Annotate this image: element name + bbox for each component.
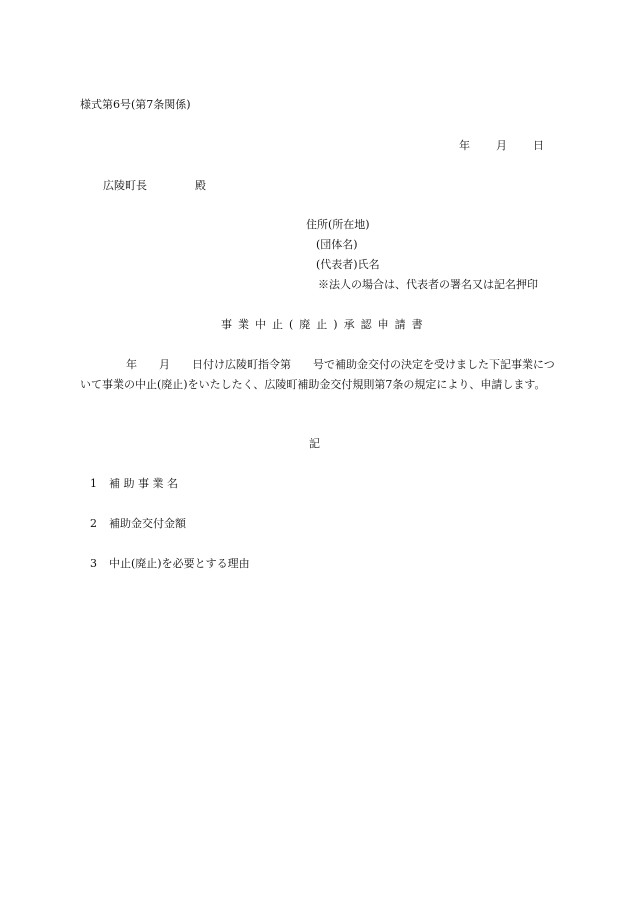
form-number: 様式第6号(第7条関係) [80, 98, 191, 111]
date-line [459, 140, 544, 151]
date-year: 年 [459, 139, 470, 152]
item-number: 2 [90, 517, 97, 530]
item-number: 1 [90, 477, 97, 490]
item-label: 補 助 事 業 名 [109, 477, 178, 490]
group-label: (団体名) [316, 238, 358, 251]
list-item-2 [90, 518, 186, 529]
body-phrase2: 号で補助金交付の決定を受けました下記事業について事業の中止(廃止)をいたしたく、広陵町補助金交付規則第7条の規定により、申請します。 [80, 358, 555, 391]
item-label: 補助金交付金額 [109, 517, 186, 530]
item-label: 中止(廃止)を必要とする理由 [109, 557, 250, 570]
representative-label: (代表者)氏名 [316, 258, 380, 271]
list-item-3 [90, 558, 250, 569]
date-day: 日 [533, 139, 544, 152]
addressee [103, 180, 206, 191]
body-month: 月 [159, 358, 170, 371]
body-paragraph [80, 355, 555, 395]
address-label: 住所(所在地) [306, 218, 370, 231]
addressee-name: 広陵町長 [103, 179, 147, 192]
list-item-1 [90, 478, 178, 489]
date-month: 月 [496, 139, 507, 152]
corporate-note: ※法人の場合は、代表者の署名又は記名押印 [318, 278, 538, 291]
body-phrase1: 日付け広陵町指令第 [192, 358, 291, 371]
document-title: 事業中止(廃止)承認申請書 [221, 318, 429, 331]
ki-label: 記 [309, 437, 320, 450]
body-year: 年 [126, 358, 137, 371]
addressee-honorific: 殿 [195, 179, 206, 192]
item-number: 3 [90, 557, 97, 570]
